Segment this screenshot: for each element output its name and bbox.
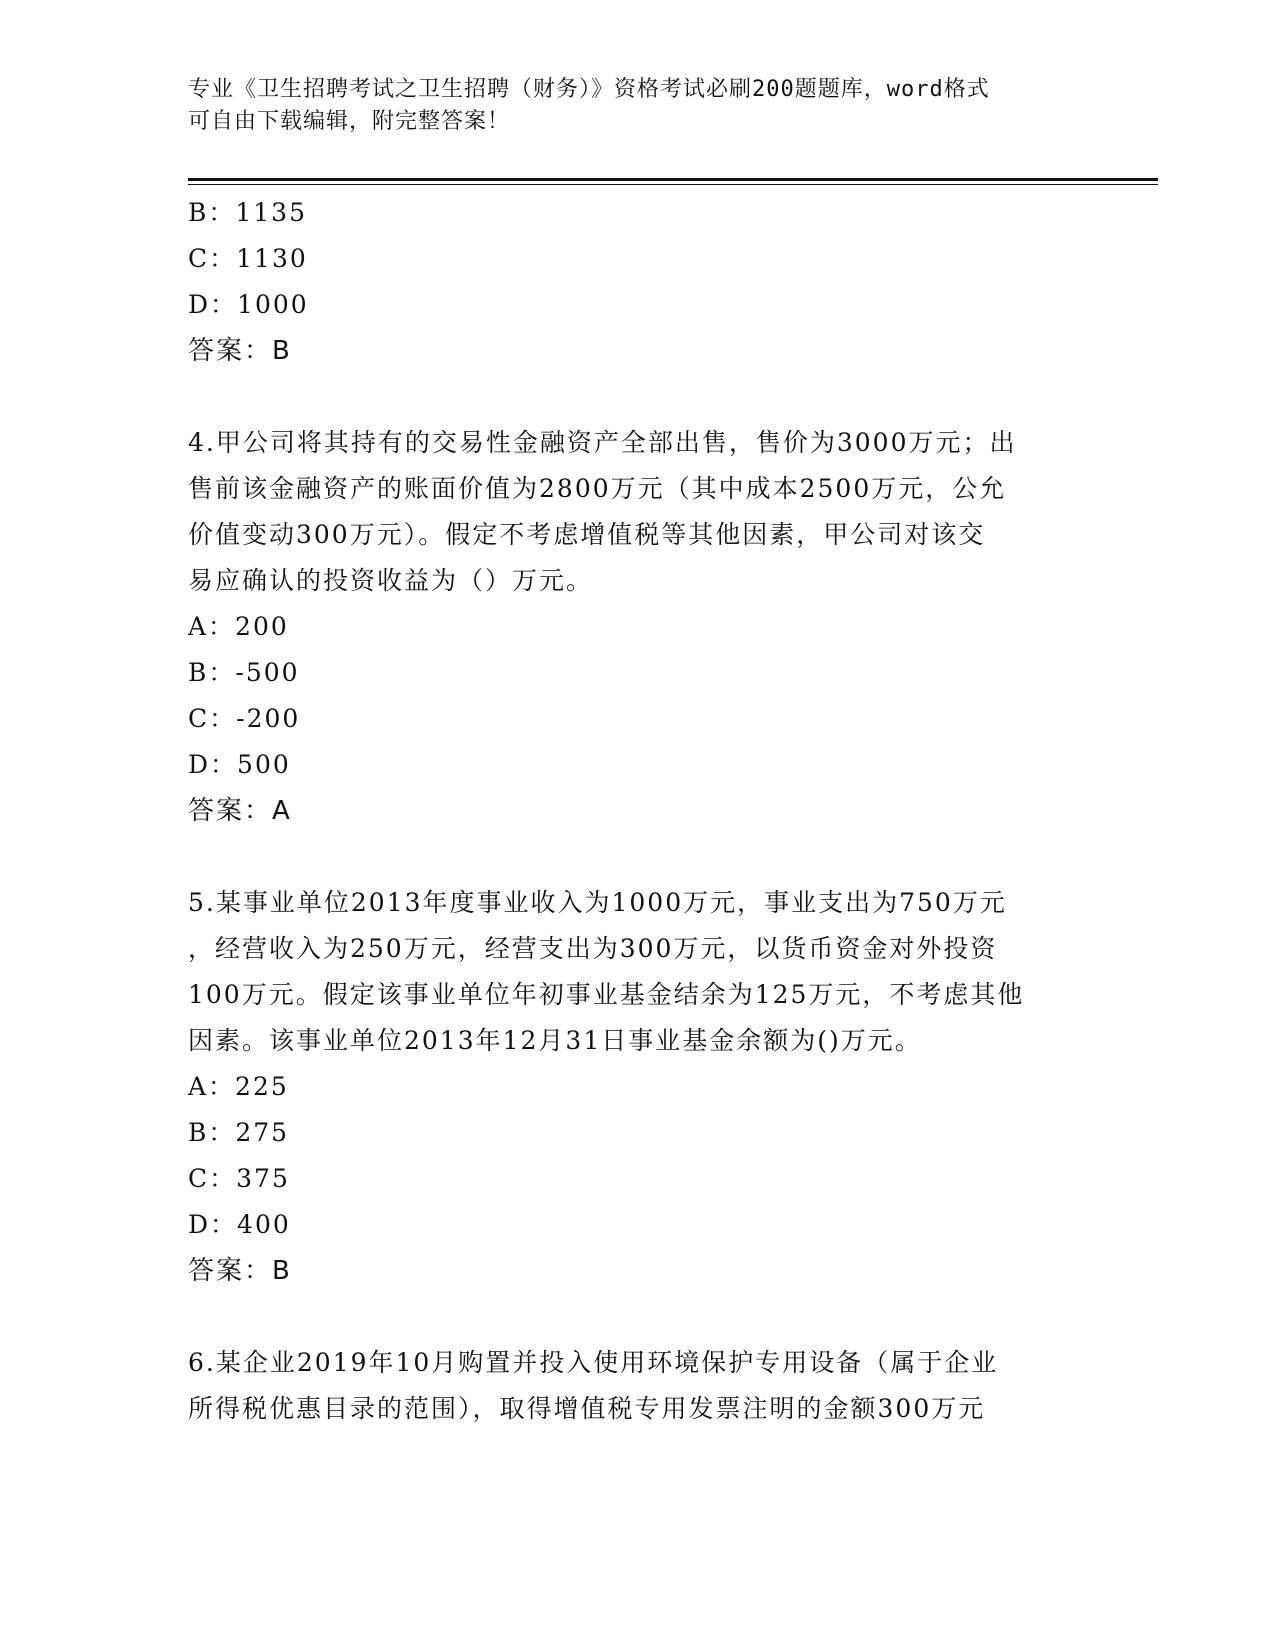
question-text-line: ，经营收入为250万元，经营支出为300万元，以货币资金对外投资: [188, 934, 998, 963]
document-header: [188, 74, 1088, 138]
header-line-2: 可自由下载编辑，附完整答案！: [188, 109, 511, 134]
option-c: C：1130: [188, 244, 308, 273]
question-text-line: 因素。该事业单位2013年12月31日事业基金余额为()万元。: [188, 1026, 922, 1055]
question-6: [188, 1340, 1088, 1432]
question-text-line: 5.某事业单位2013年度事业收入为1000万元，事业支出为750万元: [188, 888, 1007, 917]
answer-line: 答案：B: [188, 336, 292, 366]
question-text-line: 易应确认的投资收益为（）万元。: [188, 566, 594, 595]
question-text-line: 价值变动300万元）。假定不考虑增值税等其他因素，甲公司对该交: [188, 520, 986, 549]
option-a: A：200: [188, 612, 289, 641]
option-c: C：375: [188, 1164, 290, 1193]
option-b: B：1135: [188, 198, 307, 227]
option-d: D：400: [188, 1210, 291, 1239]
question-5: [188, 880, 1088, 1294]
question-text-line: 所得税优惠目录的范围），取得增值税专用发票注明的金额300万元: [188, 1394, 986, 1423]
option-d: D：1000: [188, 290, 309, 319]
header-rule-thin: [188, 184, 1158, 185]
header-rule-thick: [188, 178, 1158, 181]
question-text-line: 售前该金融资产的账面价值为2800万元（其中成本2500万元，公允: [188, 474, 1007, 503]
option-c: C：-200: [188, 704, 301, 733]
question-text-line: 100万元。假定该事业单位年初事业基金结余为125万元，不考虑其他: [188, 980, 1025, 1009]
question-3-tail: [188, 190, 1088, 374]
answer-line: 答案：A: [188, 796, 292, 826]
option-a: A：225: [188, 1072, 289, 1101]
option-b: B：-500: [188, 658, 300, 687]
option-b: B：275: [188, 1118, 290, 1147]
question-content: [188, 190, 1088, 1432]
question-text-line: 6.某企业2019年10月购置并投入使用环境保护专用设备（属于企业: [188, 1348, 999, 1377]
question-text-line: 4.甲公司将其持有的交易性金融资产全部出售，售价为3000万元；出: [188, 428, 1017, 457]
option-d: D：500: [188, 750, 291, 779]
question-4: [188, 420, 1088, 834]
header-line-1: 专业《卫生招聘考试之卫生招聘（财务）》资格考试必刷200题题库，word格式: [188, 77, 990, 102]
answer-line: 答案：B: [188, 1256, 292, 1286]
